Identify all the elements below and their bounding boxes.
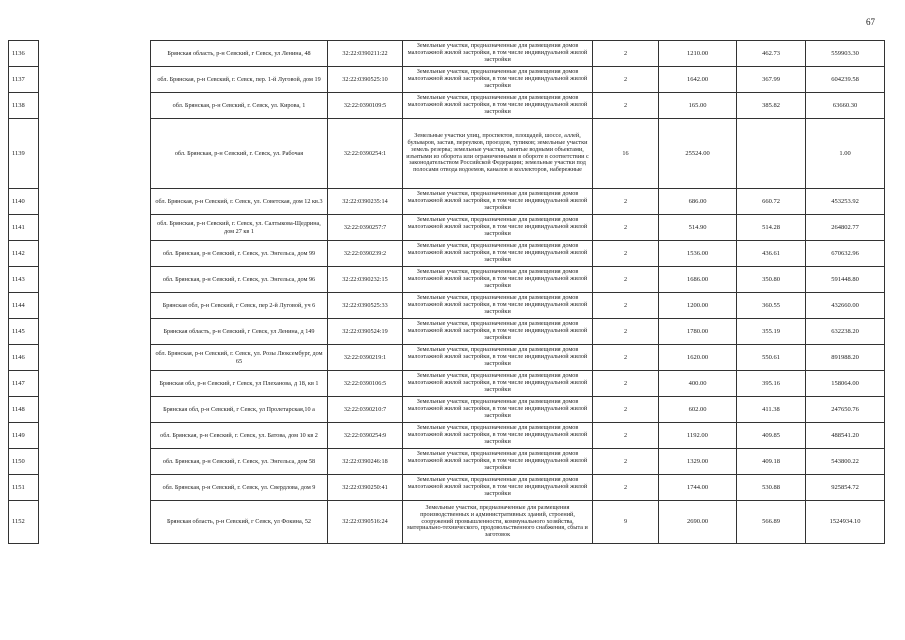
unit-value-cell: 550.61 [737, 345, 806, 371]
cadastral-value-cell: 591448.80 [806, 267, 885, 293]
row-number: 1140 [9, 189, 39, 215]
use-group-cell: 2 [593, 423, 659, 449]
area-cell: 602.00 [659, 397, 737, 423]
cadastral-number: 32:22:0390211:22 [328, 41, 403, 67]
table-row [9, 41, 885, 67]
unit-value-cell: 566.89 [737, 501, 806, 544]
land-use-cell: Земельные участки, предназначенные для размещения домов малоэтажной жилой застройки, в том числе индивидуальной жилой застройки [403, 397, 593, 423]
use-group-cell: 16 [593, 119, 659, 189]
area-cell: 1329.00 [659, 449, 737, 475]
table-row [9, 501, 885, 544]
use-group-cell: 2 [593, 397, 659, 423]
unit-value-cell: 395.16 [737, 371, 806, 397]
row-number: 1144 [9, 293, 39, 319]
area-cell: 1686.00 [659, 267, 737, 293]
address-cell: обл. Брянская, р-н Севский, г. Севск, ул. Свердлова, дом 9 [151, 475, 328, 501]
column-gap [39, 119, 151, 189]
row-number: 1145 [9, 319, 39, 345]
row-number: 1149 [9, 423, 39, 449]
land-use-cell: Земельные участки улиц, проспектов, площадей, шоссе, аллей, бульваров, застав, переулков, проездов, тупиков; земельные участки земель резерва; земельные участки, занятые водными объектами, изъятыми из оборота или ограниченными в обороте в соответствии с законодательством Российской Федерации; земельные участки под полосами отвода водоемов, каналов и коллекторов, набережные [403, 119, 593, 189]
address-cell: обл. Брянская, р-н Севский, г. Севск, ул. Энгельса, дом 58 [151, 449, 328, 475]
area-cell: 1620.00 [659, 345, 737, 371]
unit-value-cell: 367.99 [737, 67, 806, 93]
use-group-cell: 2 [593, 41, 659, 67]
table-row [9, 293, 885, 319]
land-use-cell: Земельные участки, предназначенные для размещения домов малоэтажной жилой застройки, в том числе индивидуальной жилой застройки [403, 423, 593, 449]
table-row [9, 345, 885, 371]
use-group-cell: 2 [593, 267, 659, 293]
unit-value-cell: 355.19 [737, 319, 806, 345]
table-row [9, 267, 885, 293]
area-cell: 25524.00 [659, 119, 737, 189]
column-gap [39, 449, 151, 475]
column-gap [39, 41, 151, 67]
area-cell: 686.00 [659, 189, 737, 215]
table-row [9, 371, 885, 397]
land-use-cell: Земельные участки, предназначенные для размещения домов малоэтажной жилой застройки, в том числе индивидуальной жилой застройки [403, 267, 593, 293]
unit-value-cell: 530.88 [737, 475, 806, 501]
area-cell: 1210.00 [659, 41, 737, 67]
table-row [9, 189, 885, 215]
column-gap [39, 67, 151, 93]
use-group-cell: 2 [593, 449, 659, 475]
land-use-cell: Земельные участки, предназначенные для размещения домов малоэтажной жилой застройки, в том числе индивидуальной жилой застройки [403, 449, 593, 475]
unit-value-cell: 660.72 [737, 189, 806, 215]
row-number: 1143 [9, 267, 39, 293]
cadastral-number: 32:22:0390106:5 [328, 371, 403, 397]
table-row [9, 449, 885, 475]
use-group-cell: 9 [593, 501, 659, 544]
address-cell: обл. Брянская, р-н Севский, г. Севск, пер. 1-й Луговой, дом 19 [151, 67, 328, 93]
table-row [9, 319, 885, 345]
table-row [9, 397, 885, 423]
row-number: 1138 [9, 93, 39, 119]
cadastral-value-cell: 543800.22 [806, 449, 885, 475]
address-cell: Брянская область, р-н Севский, г Севск, ул Ленина, д 149 [151, 319, 328, 345]
column-gap [39, 397, 151, 423]
address-cell: Брянская область, р-н Севский, г Севск, ул Ленина, 48 [151, 41, 328, 67]
cadastral-number: 32:22:0390210:7 [328, 397, 403, 423]
table-row [9, 475, 885, 501]
column-gap [39, 189, 151, 215]
unit-value-cell [737, 119, 806, 189]
use-group-cell: 2 [593, 475, 659, 501]
row-number: 1136 [9, 41, 39, 67]
cadastral-number: 32:22:0390525:33 [328, 293, 403, 319]
cadastral-value-cell: 453253.92 [806, 189, 885, 215]
cadastral-value-cell: 632238.20 [806, 319, 885, 345]
cadastral-value-cell: 488541.20 [806, 423, 885, 449]
table-row [9, 67, 885, 93]
address-cell: Брянская обл, р-н Севский, г Севск, пер 2-й Луговой, уч 6 [151, 293, 328, 319]
use-group-cell: 2 [593, 189, 659, 215]
use-group-cell: 2 [593, 345, 659, 371]
unit-value-cell: 360.55 [737, 293, 806, 319]
cadastral-value-cell: 1524934.10 [806, 501, 885, 544]
row-number: 1150 [9, 449, 39, 475]
table-body [9, 41, 885, 544]
column-gap [39, 475, 151, 501]
column-gap [39, 345, 151, 371]
column-gap [39, 267, 151, 293]
area-cell: 1200.00 [659, 293, 737, 319]
unit-value-cell: 409.18 [737, 449, 806, 475]
cadastral-number: 32:22:0390109:5 [328, 93, 403, 119]
page-number: 67 [866, 17, 875, 27]
unit-value-cell: 409.85 [737, 423, 806, 449]
area-cell: 1536.00 [659, 241, 737, 267]
use-group-cell: 2 [593, 67, 659, 93]
area-cell: 165.00 [659, 93, 737, 119]
land-use-cell: Земельные участки, предназначенные для размещения домов малоэтажной жилой застройки, в том числе индивидуальной жилой застройки [403, 475, 593, 501]
area-cell: 514.90 [659, 215, 737, 241]
cadastral-number: 32:22:0390250:41 [328, 475, 403, 501]
row-number: 1147 [9, 371, 39, 397]
row-number: 1151 [9, 475, 39, 501]
cadastral-value-cell: 559903.30 [806, 41, 885, 67]
land-use-cell: Земельные участки, предназначенные для размещения домов малоэтажной жилой застройки, в том числе индивидуальной жилой застройки [403, 293, 593, 319]
land-use-cell: Земельные участки, предназначенные для размещения домов малоэтажной жилой застройки, в том числе индивидуальной жилой застройки [403, 93, 593, 119]
land-use-cell: Земельные участки, предназначенные для размещения домов малоэтажной жилой застройки, в том числе индивидуальной жилой застройки [403, 241, 593, 267]
address-cell: Брянская область, р-н Севский, г Севск, ул Фокина, 52 [151, 501, 328, 544]
cadastral-number: 32:22:0390232:15 [328, 267, 403, 293]
address-cell: обл. Брянская, р-н Севский, г. Севск, ул. Розы Люксембург, дом 65 [151, 345, 328, 371]
cadastral-value-cell: 891988.20 [806, 345, 885, 371]
unit-value-cell: 411.38 [737, 397, 806, 423]
row-number: 1148 [9, 397, 39, 423]
cadastral-value-cell: 670632.96 [806, 241, 885, 267]
row-number: 1141 [9, 215, 39, 241]
area-cell: 1192.00 [659, 423, 737, 449]
cadastral-value-cell: 264802.77 [806, 215, 885, 241]
cadastral-value-cell: 63660.30 [806, 93, 885, 119]
cadastral-value-cell: 1.00 [806, 119, 885, 189]
address-cell: Брянская обл, р-н Севский, г Севск, ул Пролетарская,10 а [151, 397, 328, 423]
cadastral-number: 32:22:0390525:10 [328, 67, 403, 93]
table-row [9, 93, 885, 119]
address-cell: обл. Брянская, р-н Севский, г. Севск, ул. Энгельса, дом 99 [151, 241, 328, 267]
address-cell: обл. Брянская, р-н Севский, г. Севск, ул. Советская, дом 12 кв.3 [151, 189, 328, 215]
area-cell: 1744.00 [659, 475, 737, 501]
cadastral-value-cell: 432660.00 [806, 293, 885, 319]
row-number: 1146 [9, 345, 39, 371]
land-use-cell: Земельные участки, предназначенные для размещения домов малоэтажной жилой застройки, в том числе индивидуальной жилой застройки [403, 345, 593, 371]
land-use-cell: Земельные участки, предназначенные для размещения домов малоэтажной жилой застройки, в том числе индивидуальной жилой застройки [403, 319, 593, 345]
cadastral-value-cell: 925854.72 [806, 475, 885, 501]
use-group-cell: 2 [593, 241, 659, 267]
column-gap [39, 215, 151, 241]
table-row [9, 423, 885, 449]
land-use-cell: Земельные участки, предназначенные для размещения домов малоэтажной жилой застройки, в том числе индивидуальной жилой застройки [403, 215, 593, 241]
column-gap [39, 319, 151, 345]
unit-value-cell: 436.61 [737, 241, 806, 267]
column-gap [39, 423, 151, 449]
cadastral-value-cell: 247650.76 [806, 397, 885, 423]
cadastral-number: 32:22:0390239:2 [328, 241, 403, 267]
address-cell: обл. Брянская, р-н Севский, г. Севск, ул. Батова, дом 10 кв 2 [151, 423, 328, 449]
column-gap [39, 371, 151, 397]
land-use-cell: Земельные участки, предназначенные для размещения домов малоэтажной жилой застройки, в том числе индивидуальной жилой застройки [403, 189, 593, 215]
use-group-cell: 2 [593, 319, 659, 345]
address-cell: Брянская обл, р-н Севский, г Севск, ул Плеханова, д 18, кв 1 [151, 371, 328, 397]
address-cell: обл. Брянская, р-н Севский, г. Севск, ул. Энгельса, дом 96 [151, 267, 328, 293]
cadastral-number: 32:22:0390235:14 [328, 189, 403, 215]
cadastral-number: 32:22:0390257:7 [328, 215, 403, 241]
land-use-cell: Земельные участки, предназначенные для размещения домов малоэтажной жилой застройки, в том числе индивидуальной жилой застройки [403, 67, 593, 93]
area-cell: 2690.00 [659, 501, 737, 544]
use-group-cell: 2 [593, 93, 659, 119]
address-cell: обл. Брянская, р-н Севский, г. Севск, ул. Кирова, 1 [151, 93, 328, 119]
unit-value-cell: 350.80 [737, 267, 806, 293]
unit-value-cell: 462.73 [737, 41, 806, 67]
row-number: 1139 [9, 119, 39, 189]
table-row [9, 119, 885, 189]
area-cell: 400.00 [659, 371, 737, 397]
column-gap [39, 501, 151, 544]
address-cell: обл. Брянская, р-н Севский, г. Севск, ул. Салтыкова-Щедрина, дом 27 кв 1 [151, 215, 328, 241]
column-gap [39, 293, 151, 319]
cadastral-value-table [8, 40, 885, 544]
column-gap [39, 241, 151, 267]
unit-value-cell: 385.82 [737, 93, 806, 119]
use-group-cell: 2 [593, 293, 659, 319]
area-cell: 1642.00 [659, 67, 737, 93]
cadastral-number: 32:22:0390254:9 [328, 423, 403, 449]
cadastral-value-cell: 158064.00 [806, 371, 885, 397]
cadastral-number: 32:22:0390246:18 [328, 449, 403, 475]
table-row [9, 241, 885, 267]
column-gap [39, 93, 151, 119]
cadastral-number: 32:22:0390219:1 [328, 345, 403, 371]
cadastral-value-cell: 604239.58 [806, 67, 885, 93]
land-use-cell: Земельные участки, предназначенные для размещения производственных и административных зданий, строений, сооружений промышленности, коммунального хозяйства, материально-технического, продовольственного снабжения, сбыта и заготовок [403, 501, 593, 544]
row-number: 1152 [9, 501, 39, 544]
land-use-cell: Земельные участки, предназначенные для размещения домов малоэтажной жилой застройки, в том числе индивидуальной жилой застройки [403, 371, 593, 397]
cadastral-number: 32:22:0390524:19 [328, 319, 403, 345]
row-number: 1142 [9, 241, 39, 267]
use-group-cell: 2 [593, 215, 659, 241]
unit-value-cell: 514.28 [737, 215, 806, 241]
land-use-cell: Земельные участки, предназначенные для размещения домов малоэтажной жилой застройки, в том числе индивидуальной жилой застройки [403, 41, 593, 67]
cadastral-number: 32:22:0390516:24 [328, 501, 403, 544]
row-number: 1137 [9, 67, 39, 93]
area-cell: 1780.00 [659, 319, 737, 345]
cadastral-number: 32:22:0390254:1 [328, 119, 403, 189]
use-group-cell: 2 [593, 371, 659, 397]
address-cell: обл. Брянская, р-н Севский, г. Севск, ул. Рабочая [151, 119, 328, 189]
table-row [9, 215, 885, 241]
